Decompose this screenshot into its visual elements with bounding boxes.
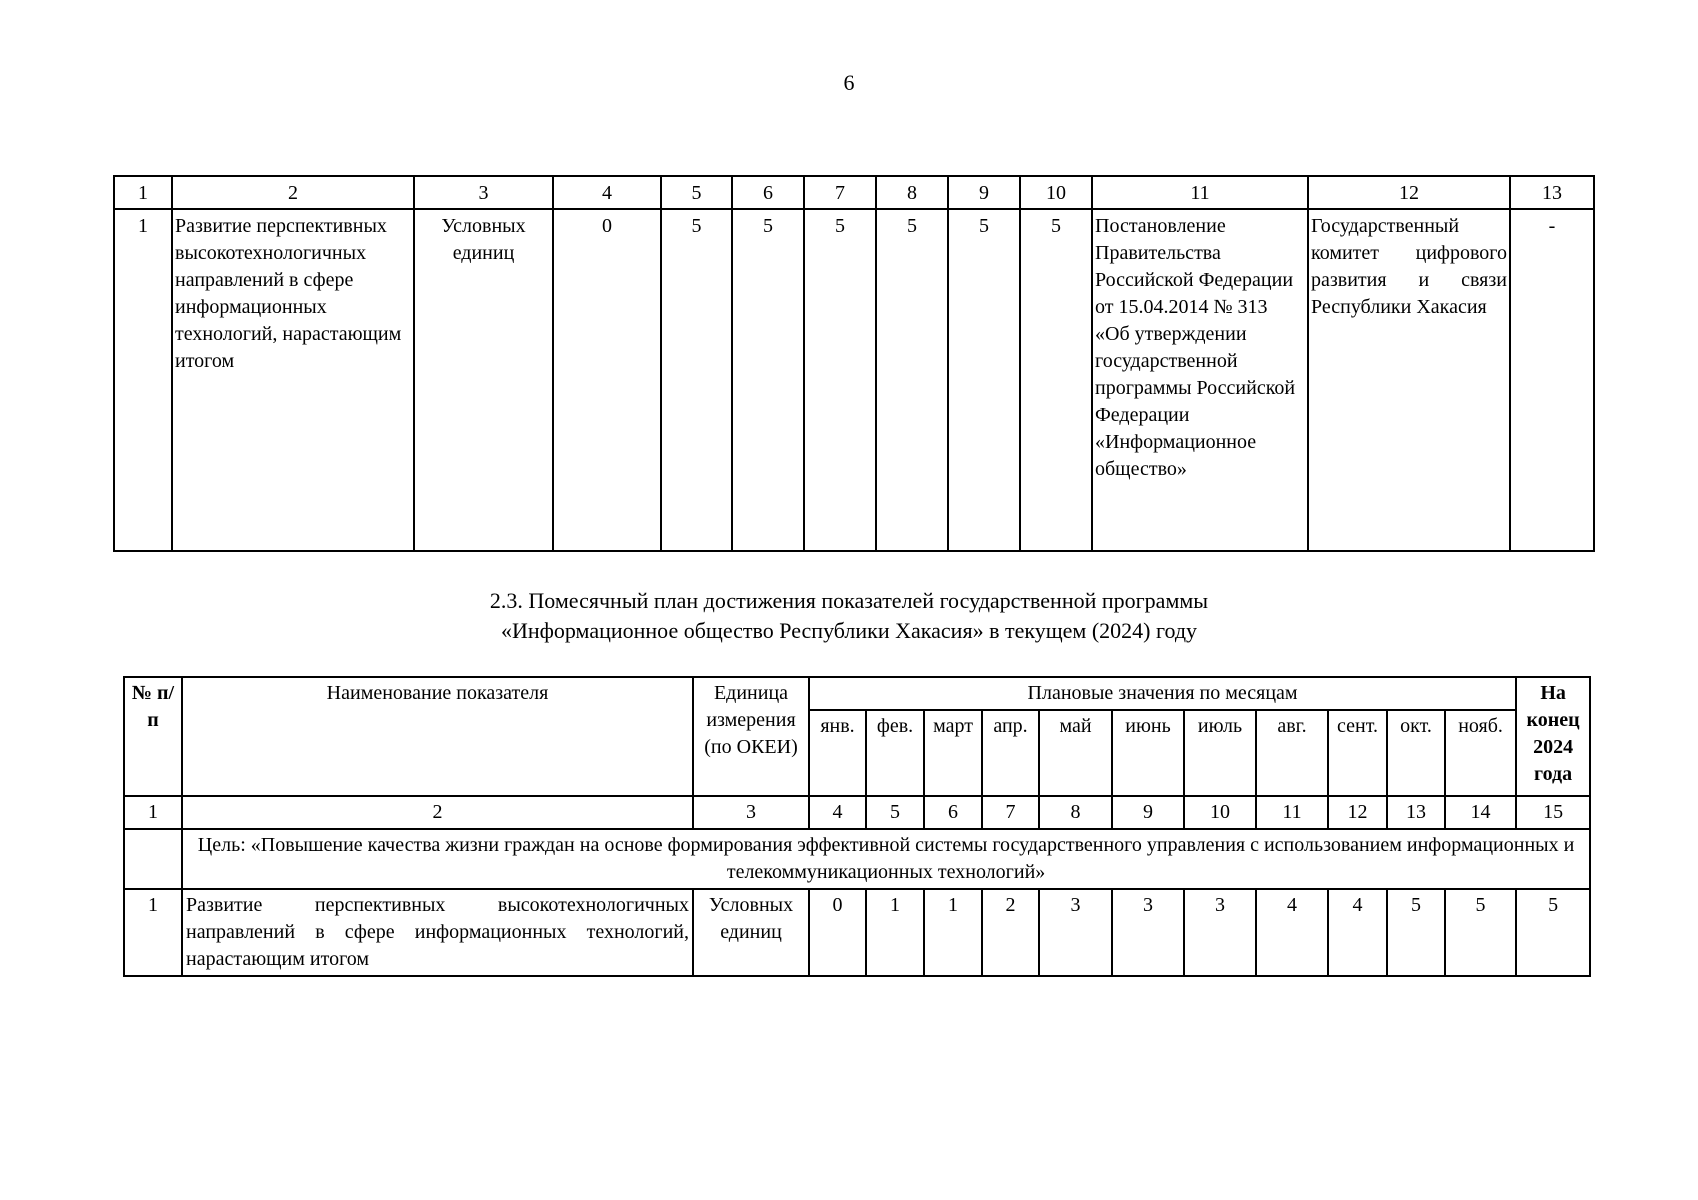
month-header: май xyxy=(1039,710,1112,796)
header-planned-values: Плановые значения по месяцам xyxy=(809,677,1516,710)
section-title-line-2: «Информационное общество Республики Хакасия» в текущем (2024) году xyxy=(500,618,1198,643)
month-header: фев. xyxy=(866,710,924,796)
table1-col-number: 7 xyxy=(804,176,876,209)
table-row xyxy=(124,889,1590,976)
value-cell: 5 xyxy=(661,209,732,551)
table1-col-number: 4 xyxy=(553,176,661,209)
table1-col-number: 5 xyxy=(661,176,732,209)
month-value: 4 xyxy=(1328,889,1387,976)
col-number: 14 xyxy=(1445,796,1516,829)
col-number: 4 xyxy=(809,796,866,829)
col-number: 3 xyxy=(693,796,809,829)
page-number: 6 xyxy=(843,70,855,95)
month-header: март xyxy=(924,710,982,796)
month-header: окт. xyxy=(1387,710,1445,796)
responsible-body: Государственный комитет цифрового развития и связи Республики Хакасия xyxy=(1308,209,1510,551)
unit-of-measure: Условных единиц xyxy=(693,889,809,976)
table1-col-number: 6 xyxy=(732,176,804,209)
goal-empty-cell xyxy=(124,829,182,889)
regulatory-document: Постановление Правительства Российской Федерации от 15.04.2014 № 313 «Об утверждении государственной программы Российской Федерации «Информационное общество» xyxy=(1092,209,1308,551)
month-header: апр. xyxy=(982,710,1039,796)
table1-col-number: 10 xyxy=(1020,176,1092,209)
table1-header-row xyxy=(114,176,1594,209)
goal-text: Цель: «Повышение качества жизни граждан на основе формирования эффективной системы государственного управления с использованием информационных и телекоммуникационных технологий» xyxy=(182,829,1590,889)
value-cell: 0 xyxy=(553,209,661,551)
col-number: 7 xyxy=(982,796,1039,829)
col13-value: - xyxy=(1510,209,1594,551)
month-header: авг. xyxy=(1256,710,1328,796)
month-header: сент. xyxy=(1328,710,1387,796)
section-title xyxy=(0,586,1698,646)
col-number: 5 xyxy=(866,796,924,829)
month-header: нояб. xyxy=(1445,710,1516,796)
table-row xyxy=(114,209,1594,551)
month-value: 0 xyxy=(809,889,866,976)
month-value: 4 xyxy=(1256,889,1328,976)
month-value: 1 xyxy=(866,889,924,976)
month-header: янв. xyxy=(809,710,866,796)
unit-of-measure: Условных единиц xyxy=(414,209,553,551)
table2-header-row xyxy=(124,677,1590,710)
month-value: 3 xyxy=(1039,889,1112,976)
table1-col-number: 1 xyxy=(114,176,172,209)
indicator-name: Развитие перспективных высокотехнологичных направлений в сфере информационных технологий, нарастающим итогом xyxy=(182,889,693,976)
indicator-name: Развитие перспективных высокотехнологичных направлений в сфере информационных технологий, нарастающим итогом xyxy=(172,209,414,551)
year-end-value: 5 xyxy=(1516,889,1590,976)
month-value: 5 xyxy=(1445,889,1516,976)
month-value: 2 xyxy=(982,889,1039,976)
month-value: 5 xyxy=(1387,889,1445,976)
col-number: 10 xyxy=(1184,796,1256,829)
col-number: 11 xyxy=(1256,796,1328,829)
month-value: 1 xyxy=(924,889,982,976)
col-number: 9 xyxy=(1112,796,1184,829)
indicator-table-continued xyxy=(113,175,1595,552)
table1-col-number: 2 xyxy=(172,176,414,209)
row-number: 1 xyxy=(124,889,182,976)
row-number: 1 xyxy=(114,209,172,551)
value-cell: 5 xyxy=(804,209,876,551)
month-value: 3 xyxy=(1184,889,1256,976)
header-num: № п/п xyxy=(124,677,182,796)
table2-col-numbers-row xyxy=(124,796,1590,829)
table1-col-number: 13 xyxy=(1510,176,1594,209)
col-number: 12 xyxy=(1328,796,1387,829)
month-header: июль xyxy=(1184,710,1256,796)
value-cell: 5 xyxy=(948,209,1020,551)
table1-col-number: 9 xyxy=(948,176,1020,209)
header-unit: Единица измерения (по ОКЕИ) xyxy=(693,677,809,796)
month-value: 3 xyxy=(1112,889,1184,976)
value-cell: 5 xyxy=(1020,209,1092,551)
col-number: 1 xyxy=(124,796,182,829)
table1-col-number: 3 xyxy=(414,176,553,209)
table1-col-number: 11 xyxy=(1092,176,1308,209)
header-indicator-name: Наименование показателя xyxy=(182,677,693,796)
col-number: 15 xyxy=(1516,796,1590,829)
goal-row xyxy=(124,829,1590,889)
header-year-end: На конец 2024 года xyxy=(1516,677,1590,796)
month-header: июнь xyxy=(1112,710,1184,796)
value-cell: 5 xyxy=(732,209,804,551)
col-number: 13 xyxy=(1387,796,1445,829)
monthly-plan-table xyxy=(123,676,1591,977)
col-number: 2 xyxy=(182,796,693,829)
col-number: 6 xyxy=(924,796,982,829)
table1-col-number: 8 xyxy=(876,176,948,209)
col-number: 8 xyxy=(1039,796,1112,829)
value-cell: 5 xyxy=(876,209,948,551)
section-title-line-1: 2.3. Помесячный план достижения показателей государственной программы xyxy=(489,588,1209,613)
table1-col-number: 12 xyxy=(1308,176,1510,209)
